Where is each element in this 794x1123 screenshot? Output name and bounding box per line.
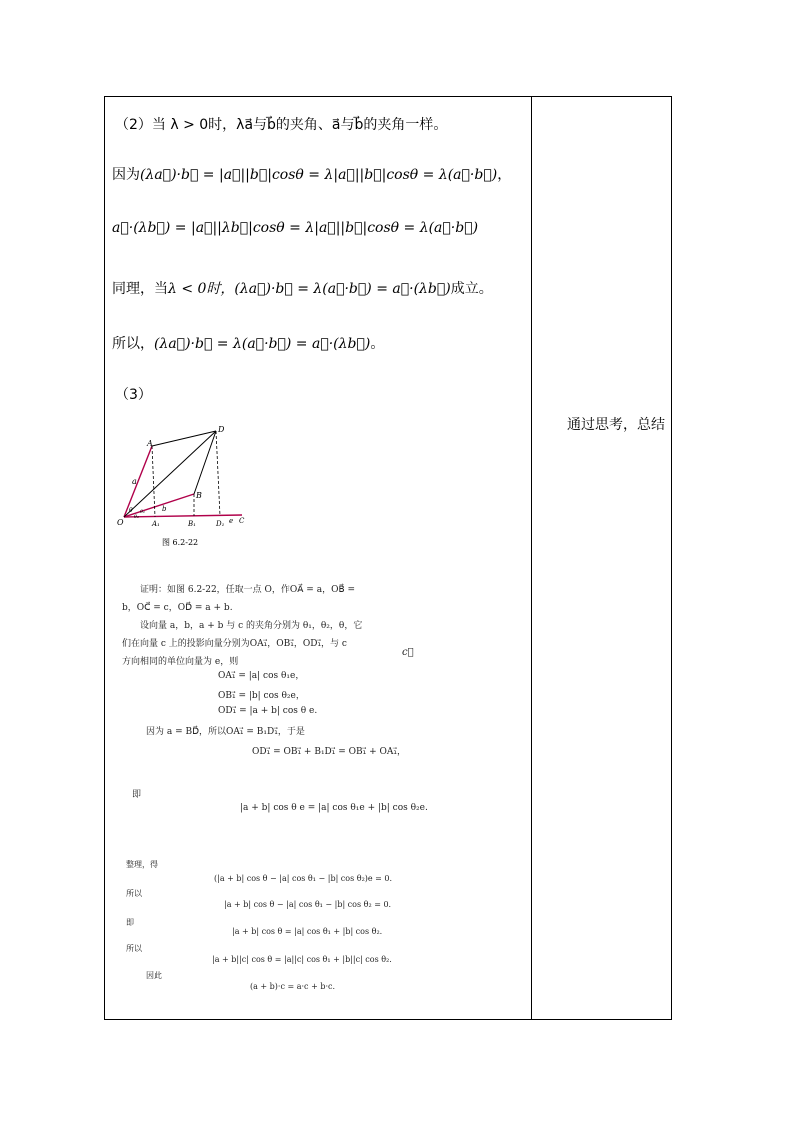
proof-line-2: b，OC⃗ = c，OD⃗ = a + b.	[122, 603, 233, 613]
line-case-3: （3）	[115, 387, 152, 403]
proof-line-18: |a + b| cos θ = |a| cos θ₁ + |b| cos θ₂.	[232, 927, 383, 936]
proof-line-14: (|a + b| cos θ − |a| cos θ₁ − |b| cos θ₂)e = 0.	[214, 874, 393, 883]
because-label: 因为	[112, 167, 140, 183]
holds-label: 成立。	[450, 281, 493, 297]
label-a1: A₁	[152, 520, 160, 528]
line-similarly	[112, 278, 493, 298]
formula-4: (λa⃗)·b⃗ = λ(a⃗·b⃗) = a⃗·(λb⃗)	[154, 336, 371, 352]
label-c: C	[239, 517, 245, 525]
label-theta: θ	[129, 507, 133, 514]
label-e: e	[229, 517, 234, 525]
segment-ad	[152, 431, 216, 446]
proof-line-10: OD₁⃗ = OB₁⃗ + B₁D₁⃗ = OB₁⃗ + OA₁⃗，	[252, 747, 406, 757]
proof-line-15: 所以	[126, 889, 142, 898]
label-o: O	[117, 518, 124, 527]
proof-line-21: 因此	[146, 971, 162, 980]
label-vec-a: a	[132, 477, 137, 486]
side-note: 通过思考，总结	[567, 417, 665, 433]
label-theta1: θ₁	[140, 509, 146, 515]
figure-caption: 图 6.2-22	[162, 538, 199, 547]
proof-line-12: |a + b| cos θ e = |a| cos θ₁e + |b| cos θ₂e.	[240, 803, 428, 813]
proof-line-22: (a + b)·c = a·c + b·c.	[250, 982, 336, 991]
line-case-2: （2）当 λ > 0时，λa⃗与b⃗的夹角、a⃗与b⃗的夹角一样。	[115, 117, 448, 133]
proof-line-4: 们在向量 c 上的投影向量分别为OA₁⃗，OB₁⃗，OD₁⃗，与 c	[122, 639, 347, 649]
similarly-label: 同理，当	[112, 281, 168, 297]
proof-line-1: 证明：如图 6.2-22，任取一点 O，作OA⃗ = a，OB⃗ =	[140, 585, 356, 595]
proof-line-17: 即	[126, 918, 134, 927]
proof-line-11: 即	[132, 790, 142, 800]
formula-3: λ < 0时，(λa⃗)·b⃗ = λ(a⃗·b⃗) = a⃗·(λb⃗)	[168, 281, 451, 297]
therefore-label: 所以，	[112, 336, 154, 352]
label-d1: D₁	[216, 520, 225, 528]
label-a: A	[147, 439, 153, 448]
proof-line-19: 所以	[126, 944, 142, 953]
vector-d	[124, 431, 216, 517]
comma: ，	[497, 167, 512, 183]
proof-line-3: 设向量 a，b，a + b 与 c 的夹角分别为 θ₁，θ₂，θ，它	[140, 621, 363, 631]
label-d: D	[218, 425, 225, 434]
line-because	[112, 164, 511, 184]
label-b: B	[196, 491, 202, 500]
formula-1: (λa⃗)·b⃗ = |a⃗||b⃗|cosθ = λ|a⃗||b⃗|cosθ = λ(a⃗·b⃗)	[140, 167, 498, 183]
proj-d	[216, 431, 220, 516]
proof-line-6: OA₁⃗ = |a| cos θ₁e，	[218, 671, 305, 681]
proof-line-20: |a + b||c| cos θ = |a||c| cos θ₁ + |b||c| cos θ₂.	[212, 955, 392, 964]
line-therefore	[112, 333, 384, 353]
proof-line-8: OD₁⃗ = |a + b| cos θ e.	[218, 706, 318, 716]
axis-c	[124, 515, 242, 517]
stray-c-mark: c⃗	[402, 647, 414, 658]
proof-line-5: 方向相同的单位向量为 e，则	[122, 657, 239, 667]
label-b1: B₁	[188, 520, 196, 528]
label-theta2: θ₂	[134, 514, 140, 520]
segment-bd	[194, 431, 216, 494]
vector-figure	[112, 418, 252, 550]
proof-line-7: OB₁⃗ = |b| cos θ₂e，	[218, 691, 305, 701]
label-vec-b: b	[162, 505, 167, 513]
proof-line-13: 整理，得	[126, 860, 158, 869]
formula-2: a⃗·(λb⃗) = |a⃗||λb⃗|cosθ = λ|a⃗||b⃗|cosθ = λ(a⃗·b⃗)	[112, 220, 479, 236]
proof-line-16: |a + b| cos θ − |a| cos θ₁ − |b| cos θ₂ = 0.	[224, 900, 392, 909]
proj-a	[152, 446, 155, 517]
column-divider	[531, 96, 532, 1020]
period: 。	[370, 336, 385, 352]
proof-line-9: 因为 a = BD⃗，所以OA₁⃗ = B₁D₁⃗，于是	[146, 727, 305, 737]
